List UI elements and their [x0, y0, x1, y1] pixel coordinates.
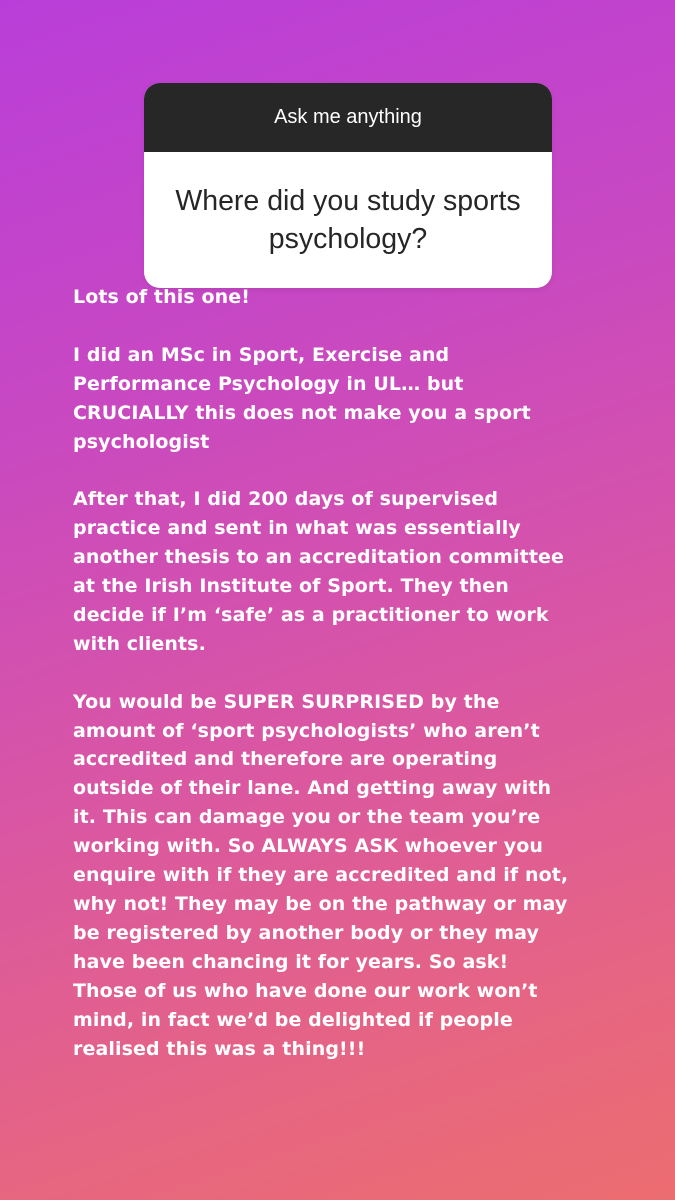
answer-paragraph-1: Lots of this one!	[73, 286, 250, 308]
answer-paragraph-4: You would be SUPER SURPRISED by the amount of ‘sport psychologists’ who aren’t accredited and therefore are operating outside of their lane. And getting away with it. This can damage you or the team you’re working with. So ALWAYS ASK whoever you enquire with if they are accredited and if not, why not! They may be on the pathway or may be registered by another body or they may have been chancing it for years. So ask! Those of us who have done our work won’t mind, in fact we’d be delighted if people realised this was a thing!!!	[73, 690, 569, 1060]
question-sticker-header	[144, 83, 552, 152]
answer-paragraph-2: I did an MSc in Sport, Exercise and Performance Psychology in UL… but CRUCIALLY this does not make you a sport psychologist	[73, 343, 531, 453]
answer-text-block	[73, 283, 613, 1092]
question-text: Where did you study sports psychology?	[175, 185, 521, 255]
question-sticker[interactable]	[144, 83, 552, 288]
answer-paragraph-3: After that, I did 200 days of supervised practice and sent in what was essentially another thesis to an accreditation committee at the Irish Institute of Sport. They then decide if I’m ‘safe’ as a practitioner to work with clients.	[73, 488, 565, 655]
question-sticker-body	[144, 152, 552, 288]
question-prompt: Ask me anything	[274, 106, 422, 128]
